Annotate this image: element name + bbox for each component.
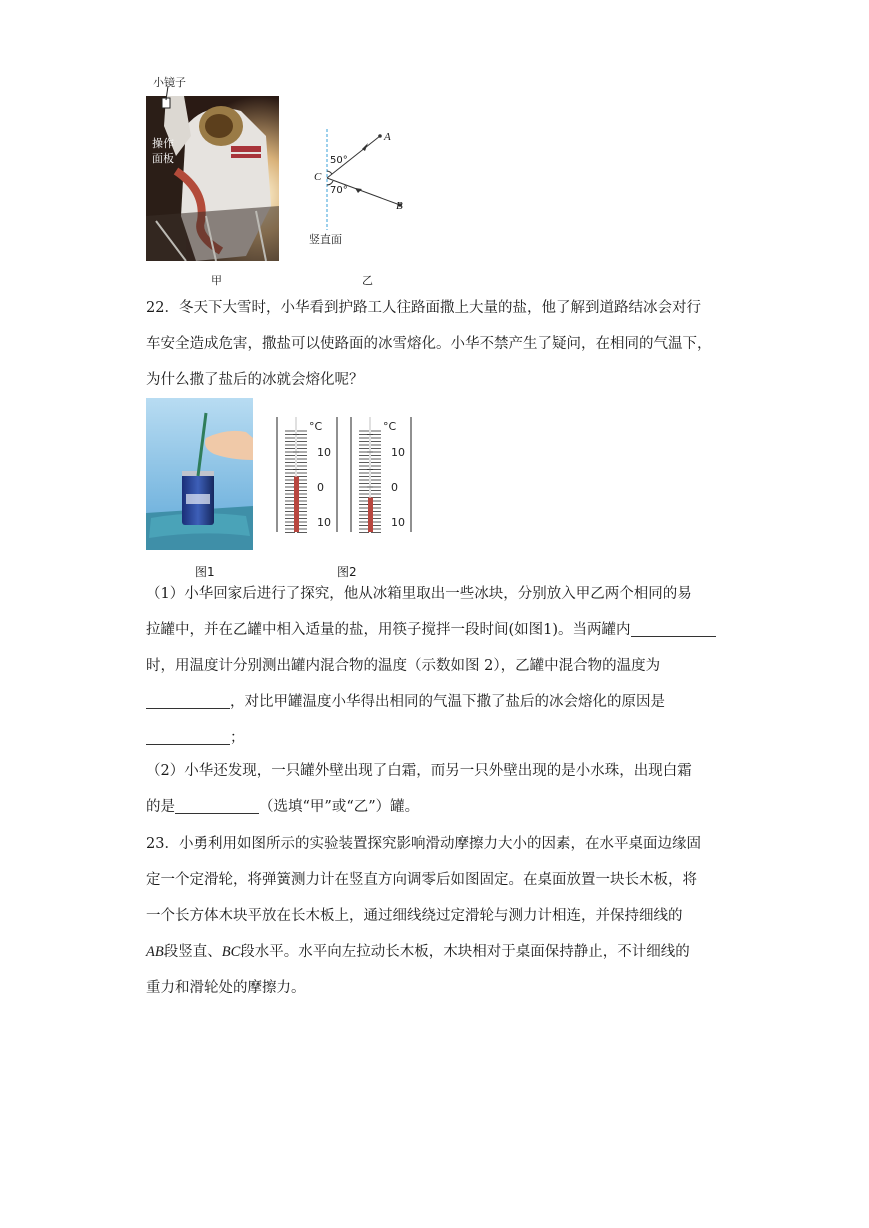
- q23-line2: 定一个定滑轮，将弹簧测力计在竖直方向调零后如图固定。在桌面放置一块长木板，将: [146, 872, 697, 888]
- thermometer-right-tick-label: 0: [391, 481, 398, 494]
- q23-line4-end: 段水平。水平向左拉动长木板，木块相对于桌面保持静止，不计细线的: [240, 944, 690, 960]
- panel-label: 操作面板: [152, 137, 174, 165]
- can-stirring-photo: [146, 398, 253, 550]
- point-C-label: C: [314, 171, 322, 183]
- q22-part2-line2: [146, 789, 726, 825]
- q22-part1-line5-text: ；: [230, 730, 245, 746]
- q22-part1-line2: [146, 612, 726, 648]
- q23-segment-AB: AB: [146, 944, 164, 960]
- q22-part1-line1: （1）小华回家后进行了探究，他从冰箱里取出一些冰块，分别放入甲乙两个相同的易: [146, 586, 692, 602]
- q22-part1-line5: [146, 720, 726, 756]
- caption-yi: 乙: [362, 274, 373, 287]
- vertical-plane-label: 竖直面: [309, 233, 342, 246]
- q23-line1: 23．小勇利用如图所示的实验装置探究影响滑动摩擦力大小的因素，在水平桌面边缘固: [146, 836, 701, 852]
- q22-intro-line2: 车安全造成危害，撒盐可以使路面的冰雪熔化。小华不禁产生了疑问，在相同的气温下，: [146, 336, 712, 352]
- thermometers-figure: [273, 412, 423, 537]
- answer-blank-4[interactable]: [175, 799, 259, 815]
- thermometer-right-liquid-column: [368, 498, 373, 533]
- q22-part1-line3: 时，用温度计分别测出罐内混合物的温度（示数如图 2），乙罐中混合物的温度为: [146, 658, 661, 674]
- q23-line5: 重力和滑轮处的摩擦力。: [146, 980, 306, 996]
- q22-intro-line3: 为什么撒了盐后的冰就会熔化呢？: [146, 372, 364, 388]
- thermometer-right-unit-label: °C: [383, 420, 397, 433]
- point-B-label: B: [396, 200, 403, 212]
- q23-segment-BC: BC: [221, 944, 241, 960]
- fig2-caption: 图2: [337, 565, 357, 579]
- angle-70-label: 70°: [330, 185, 348, 196]
- thermometer-right-tick-label: 10: [391, 516, 405, 529]
- thermometer-left-tick-label: 10: [317, 516, 331, 529]
- thermometer-right-tick-label: 10: [391, 446, 405, 459]
- angle-50-label: 50°: [330, 155, 348, 166]
- point-A-label: A: [384, 131, 391, 143]
- thermometer-left-liquid-column: [294, 477, 299, 533]
- q22-intro-line1: 22．冬天下大雪时，小华看到护路工人往路面撒上大量的盐，他了解到道路结冰会对行: [146, 300, 701, 316]
- q22-part1-line2-text: 拉罐中，并在乙罐中相入适量的盐，用筷子搅拌一段时间(如图1)。当两罐内: [146, 622, 631, 638]
- q23-line4-mid: 段竖直、: [163, 944, 222, 960]
- q22-part1-line4: [146, 684, 726, 720]
- q22-part2-line1: （2）小华还发现，一只罐外壁出现了白霜，而另一只外壁出现的是小水珠，出现白霜: [146, 763, 692, 779]
- mirror-label: 小镜子: [153, 76, 186, 89]
- mirror-pointer: [160, 86, 180, 106]
- q22-part2-line2-a: 的是: [146, 799, 175, 815]
- thermometer-left-unit-label: °C: [309, 420, 323, 433]
- thermometer-left-tick-label: 10: [317, 446, 331, 459]
- answer-blank-3[interactable]: [146, 730, 230, 746]
- q23-line4: [146, 934, 726, 970]
- q23-line3: 一个长方体木块平放在长木板上，通过细线绕过定滑轮与测力计相连，并保持细线的: [146, 908, 683, 924]
- thermometer-left-tick-label: 0: [317, 481, 324, 494]
- q22-part1-line4-text: ，对比甲罐温度小华得出相同的气温下撒了盐后的冰会熔化的原因是: [230, 694, 665, 710]
- reflection-diagram: [300, 125, 410, 245]
- caption-jia: 甲: [211, 274, 222, 287]
- q22-part2-line2-b: （选填“甲”或“乙”）罐。: [259, 799, 420, 815]
- fig1-caption: 图1: [195, 565, 215, 579]
- answer-blank-2[interactable]: [146, 694, 230, 710]
- answer-blank-1[interactable]: [631, 622, 716, 638]
- astronaut-photo: [146, 96, 279, 261]
